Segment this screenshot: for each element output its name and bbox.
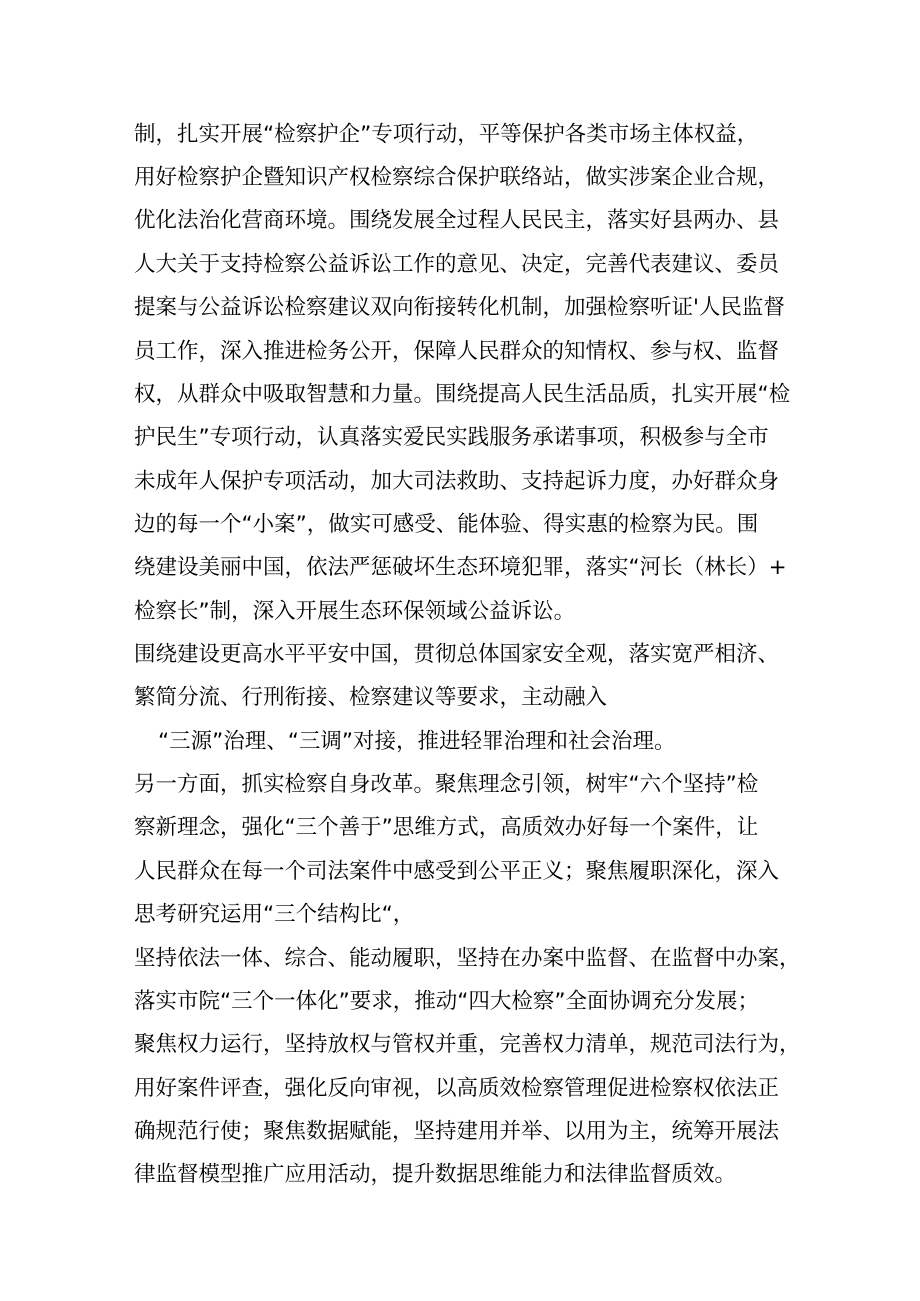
text-line: 用好检察护企暨知识产权检察综合保护联络站，做实涉案企业合规， [134,165,780,190]
text-line: 绕建设美丽中国，依法严惩破坏生态环境犯罪，落实“河长（林长）+ [134,555,787,580]
text-line: 用好案件评查，强化反向审视，以高质效检察管理促进检察权依法正 [134,1076,780,1101]
text-line: 律监督模型推广应用活动，提升数据思维能力和法律监督质效。 [134,1162,737,1187]
text-line: 繁简分流、行刑衔接、检察建议等要求，主动融入 [134,685,608,710]
text-line: 权，从群众中吸取智慧和力量。围绕提高人民生活品质，扎实开展“检 [134,382,791,407]
text-line: 未成年人保护专项活动，加大司法救助、支持起诉力度，办好群众身 [134,469,780,494]
text-line: “三源”治理、“三调”对接，推进轻罪治理和社会治理。 [158,729,676,754]
text-line: 聚焦权力运行，坚持放权与管权并重，完善权力清单，规范司法行为， [134,1032,801,1057]
text-line: 优化法治化营商环境。围绕发展全过程人民民主，落实好县两办、县 [134,208,780,233]
text-line: 边的每一个“小案”，做实可感受、能体验、得实惠的检察为民。围 [134,512,759,537]
text-line: 人大关于支持检察公益诉讼工作的意见、决定，完善代表建议、委员 [134,252,780,277]
text-line: 护民生”专项行动，认真落实爱民实践服务承诺事项，积极参与全市 [134,425,769,450]
text-line: 确规范行使；聚焦数据赋能，坚持建用并举、以用为主，统筹开展法 [134,1119,780,1144]
text-line: 检察长”制，深入开展生态环保领域公益诉讼。 [134,599,576,624]
text-line: 围绕建设更高水平平安中国，贯彻总体国家安全观，落实宽严相济、 [134,642,780,667]
text-line: 另一方面，抓实检察自身改革。聚焦理念引领，树牢“六个坚持”检 [134,772,759,797]
text-line: 察新理念，强化“三个善于”思维方式，高质效办好每一个案件，让 [134,815,759,840]
text-line: 坚持依法一体、综合、能动履职，坚持在办案中监督、在监督中办案， [134,946,801,971]
text-line: 提案与公益诉讼检察建议双向衔接转化机制，加强检察听证'人民监督 [134,295,785,320]
text-line: 制，扎实开展“检察护企”专项行动，平等保护各类市场主体权益， [134,122,759,147]
text-line: 落实市院“三个一体化”要求，推动“四大检察”全面协调充分发展； [134,989,760,1014]
text-line: 人民群众在每一个司法案件中感受到公平正义；聚焦履职深化，深入 [134,859,780,884]
text-line: 员工作，深入推进检务公开，保障人民群众的知情权、参与权、监督 [134,339,780,364]
text-line: 思考研究运用“三个结构比“， [134,902,415,927]
